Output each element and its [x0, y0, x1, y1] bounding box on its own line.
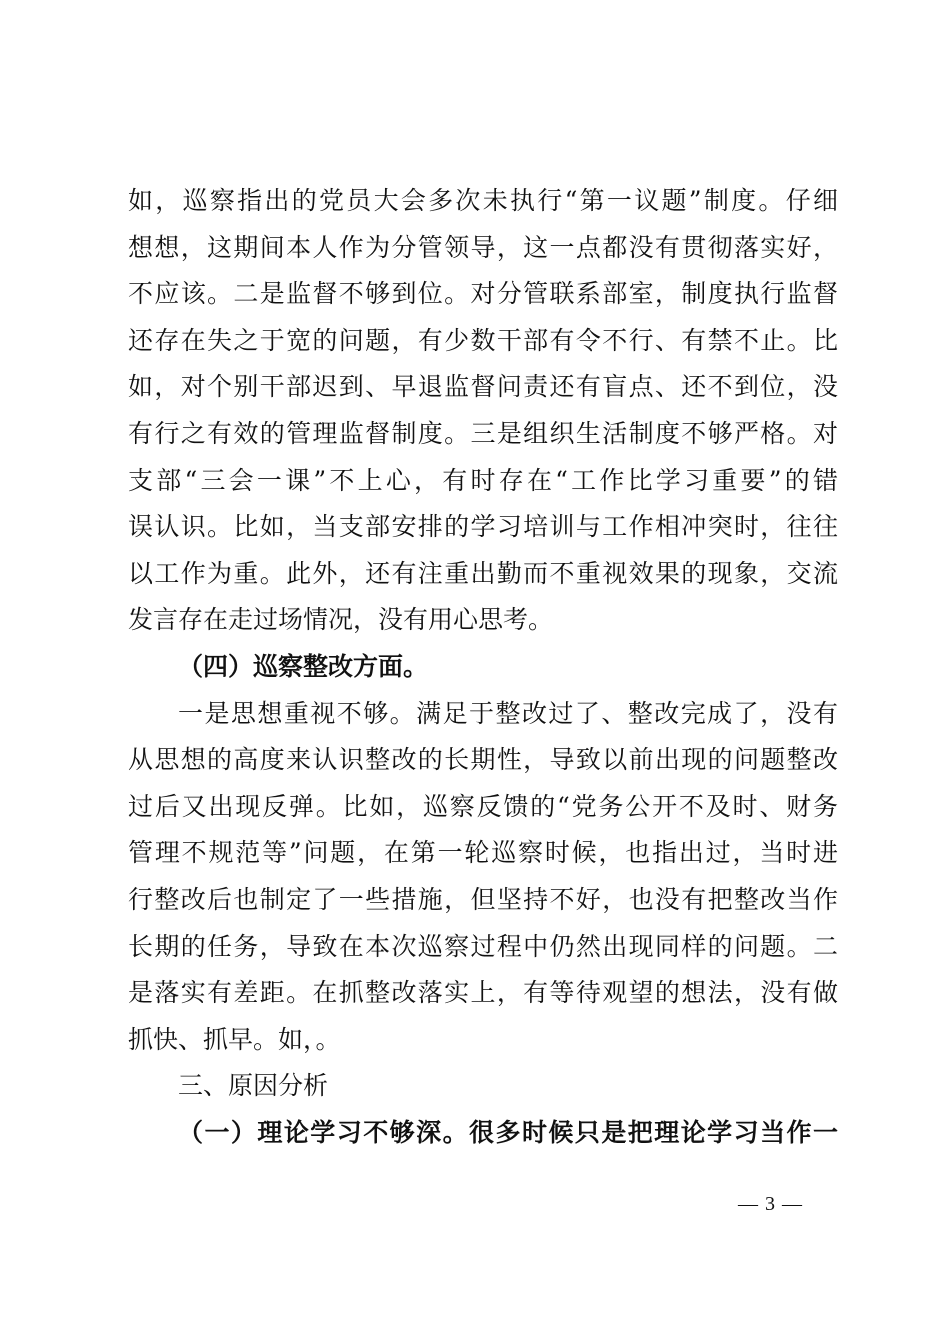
section-heading-4: （四）巡察整改方面。: [178, 651, 429, 681]
paragraph-line: 从思想的高度来认识整改的长期性，导致以前出现的问题整改: [128, 745, 838, 775]
paragraph-line: 是落实有差距。在抓整改落实上，有等待观望的想法，没有做: [128, 978, 838, 1008]
document-body: [128, 178, 838, 1156]
paragraph-line: 想想，这期间本人作为分管领导，这一点都没有贯彻落实好，: [128, 232, 838, 262]
paragraph-line: 以工作为重。此外，还有注重出勤而不重视效果的现象，交流: [128, 558, 838, 588]
paragraph-line: 过后又出现反弹。比如，巡察反馈的“党务公开不及时、财务: [128, 791, 838, 821]
paragraph-line: 长期的任务，导致在本次巡察过程中仍然出现同样的问题。二: [128, 931, 838, 961]
paragraph-line: 不应该。二是监督不够到位。对分管联系部室，制度执行监督: [128, 279, 838, 309]
paragraph-line: （一）理论学习不够深。很多时候只是把理论学习当作一: [178, 1117, 838, 1147]
paragraph-line: 支部“三会一课”不上心，有时存在“工作比学习重要”的错: [128, 465, 838, 495]
paragraph-line: 有行之有效的管理监督制度。三是组织生活制度不够严格。对: [128, 418, 838, 448]
chapter-heading: 三、原因分析: [178, 1071, 329, 1101]
paragraph-line: 抓快、抓早。如，。: [128, 1024, 341, 1054]
paragraph-line: 还存在失之于宽的问题，有少数干部有令不行、有禁不止。比: [128, 325, 838, 355]
paragraph-line: 发言存在走过场情况，没有用心思考。: [128, 605, 554, 635]
paragraph-line: 如，对个别干部迟到、早退监督问责还有盲点、还不到位，没: [128, 372, 838, 402]
page-number: — 3 —: [738, 1193, 803, 1215]
paragraph-line: 如，巡察指出的党员大会多次未执行“第一议题”制度。仔细: [128, 186, 838, 215]
paragraph-line: 误认识。比如，当支部安排的学习培训与工作相冲突时，往往: [128, 512, 838, 542]
paragraph-line: 一是思想重视不够。满足于整改过了、整改完成了，没有: [178, 698, 838, 728]
paragraph-line: 管理不规范等”问题，在第一轮巡察时候，也指出过，当时进: [128, 838, 838, 868]
paragraph-line: 行整改后也制定了一些措施，但坚持不好，也没有把整改当作: [128, 884, 838, 914]
